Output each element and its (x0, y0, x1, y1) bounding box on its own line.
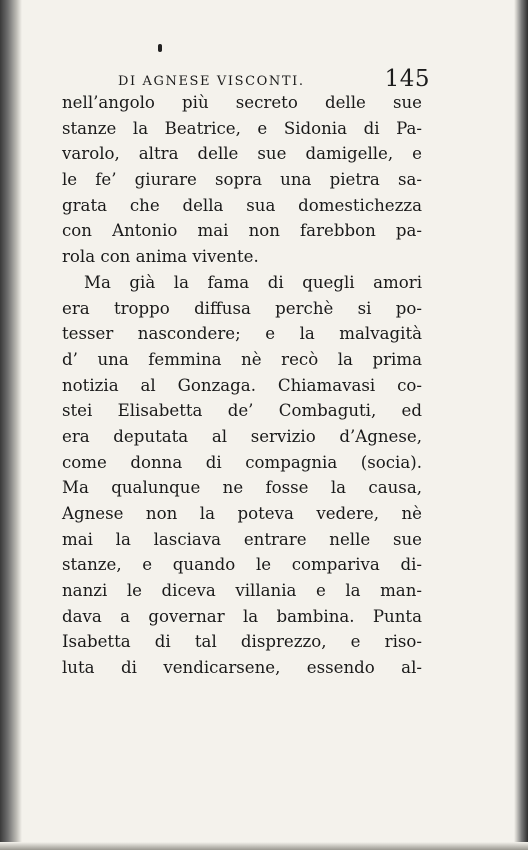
text-line: stanze la Beatrice, e Sidonia di Pa- (62, 118, 422, 138)
text-line: stanze, e quando le compariva di- (62, 555, 422, 575)
ink-speck (158, 44, 162, 52)
page-bottom-edge (0, 842, 528, 850)
text-line: Isabetta di tal disprezzo, e riso- (62, 632, 422, 652)
text-line: Agnese non la poteva vedere, nè (62, 504, 422, 523)
text-line: nell’angolo più secreto delle sue (62, 93, 422, 112)
running-head: DI AGNESE VISCONTI. (118, 74, 305, 89)
text-line: era troppo diffusa perchè si po- (62, 298, 422, 318)
text-line: notizia al Gonzaga. Chiamavasi co- (62, 375, 422, 395)
body-text (62, 90, 422, 681)
page-number: 145 (384, 66, 430, 92)
page-edge-shadow (514, 0, 528, 850)
text-line: grata che della sua domestichezza (62, 195, 422, 215)
text-line: nanzi le diceva villania e la man- (62, 581, 422, 601)
text-line: con Antonio mai non farebbon pa- (62, 221, 422, 241)
page-gutter-shadow (0, 0, 22, 850)
text-line: varolo, altra delle sue damigelle, e (62, 144, 422, 164)
text-line: dava a governar la bambina. Punta (62, 606, 422, 626)
paragraph-1 (62, 90, 422, 270)
text-line: era deputata al servizio d’Agnese, (62, 426, 422, 446)
text-line: le fe’ giurare sopra una pietra sa- (62, 170, 422, 190)
text-line: Ma già la fama di quegli amori (84, 272, 422, 292)
text-line: tesser nascondere; e la malvagità (62, 324, 422, 344)
text-line: luta di vendicarsene, essendo al- (62, 658, 422, 678)
text-line: Ma qualunque ne fosse la causa, (62, 478, 422, 498)
text-line: come donna di compagnia (socia). (62, 452, 422, 472)
text-line: rola con anima vivente. (62, 247, 259, 267)
text-line: stei Elisabetta de’ Combaguti, ed (62, 401, 422, 421)
text-line: d’ una femmina nè recò la prima (62, 349, 422, 369)
paragraph-2 (62, 270, 422, 681)
text-line: mai la lasciava entrare nelle sue (62, 529, 422, 549)
